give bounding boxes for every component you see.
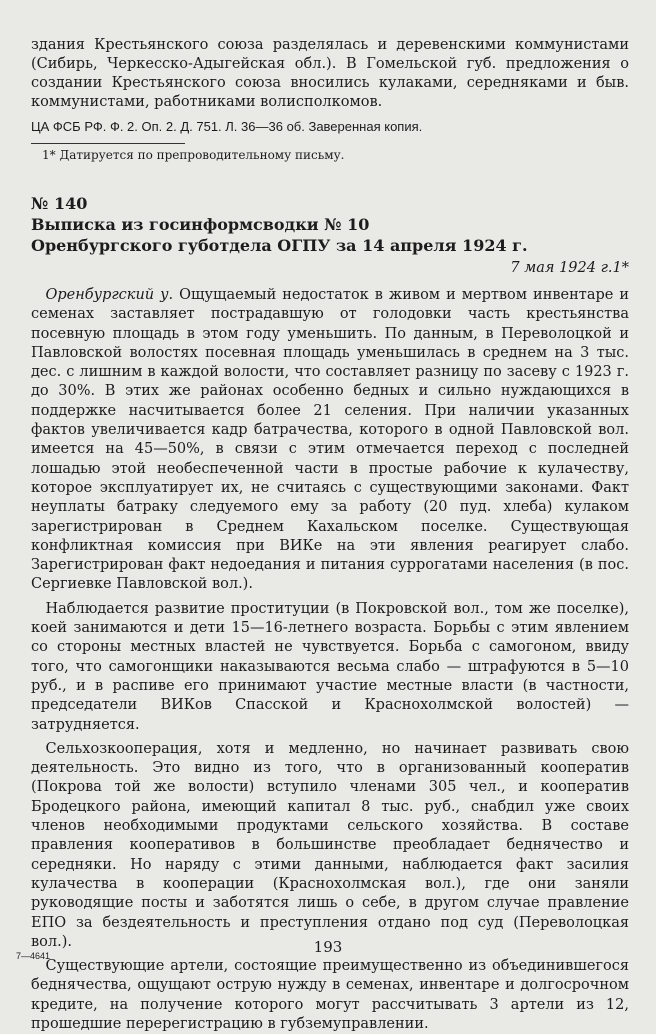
document-date-text: 7 мая 1924 г.1* <box>510 260 629 276</box>
source-text: ЦА ФСБ РФ. Ф. 2. Оп. 2. Д. 751. Л. 36—36 об. Заверенная копия. <box>31 119 423 134</box>
page-number: 193 <box>313 938 343 956</box>
intro-text: здания Крестьянского союза разделялась и деревенскими коммунистами (Сибирь, Черкесско-Адыгейская обл.). В Гомельской губ. предложения о создании Крестьянского союза вносились кулаками, середняками и быв. коммунистами, работниками волисполкомов. <box>31 37 629 110</box>
body-paragraph-2 <box>31 600 629 735</box>
document-title-line1: Выписка из госинформсводки № 10 <box>31 215 370 234</box>
document-number: № 140 <box>31 194 88 213</box>
body-paragraph-3-text: Сельхозкооперация, хотя и медленно, но начинает развивать свою деятельность. Это видно из того, что в организованный кооператив (Покрова той же волости) вступило членами 305 чел., и кооператив Бродецкого района, имеющий капитал 8 тыс. руб., снабдил уже своих членов необходимыми продуктами сельского хозяйства. В составе правления кооперативов в большинстве преобладает беднячество и середняки. Но наряду с этими данными, наблюдается факт засилия кулачества в кооперации (Краснохолмская вол.), где они заняли руководящие посты и заботятся лишь о себе, в другом случае правление ЕПО за бездеятельность и преступления отдано под суд (Переволоцкая вол.). <box>31 740 629 950</box>
body-paragraph-1-text: Ощущаемый недостаток в живом и мертвом инвентаре и семенах заставляет пострадавшую от голодовки часть крестьянства посевную площадь в этом году уменьшить. По данным, в Переволоцкой и Павловской волостях посевная площадь уменьшилась в среднем на 3 тыс. дес. с лишним в каждой волости, что составляет разницу по засеву с 1923 г. до 30%. В этих же районах особенно бедных и сильно нуждающихся в поддержке насчитывается более 21 селения. При наличии указанных фактов увеличивается кадр батрачества, которого в одной Павловской вол. имеется на 45—50%, в связи с этим отмечается переход с последней лошадью этой необеспеченной части в простые рабочие к кулачеству, которое эксплуатирует их, не считаясь с существующими законами. Факт неуплаты батраку следуемого ему за работу (20 пуд. хлеба) кулаком зарегистрирован в Среднем Кахальском поселке. Существующая конфликтная комиссия при ВИКе на эти явления реагирует слабо. Зарегистрирован факт недоедания и питания суррогатами населения (в пос. Сергиевке Павловской вол.). <box>31 287 629 593</box>
body-paragraph-1 <box>31 286 629 595</box>
footnote-text: 1* Датируется по препроводительному письму. <box>42 148 345 162</box>
document-body <box>31 286 629 1034</box>
footnote-divider <box>31 143 185 144</box>
document-title-line2: Оренбургского губотдела ОГПУ за 14 апреля 1924 г. <box>31 236 528 255</box>
body-paragraph-4-text: Существующие артели, состоящие преимущественно из объединившегося беднячества, ощущают острую нужду в семенах, инвентаре и долгосрочном кредите, на получение которого могут рассчитывать 3 артели из 12, прошедшие перерегистрацию в губземуправлении. <box>31 958 629 1032</box>
body-paragraph-3 <box>31 740 629 952</box>
print-code: 7—4641 <box>16 951 51 961</box>
document-heading <box>31 193 629 256</box>
body-paragraph-4 <box>31 957 629 1034</box>
body-paragraph-2-text: Наблюдается развитие проституции (в Покровской вол., том же поселке), коей занимаются и дети 15—16-летнего возраста. Борьбы с этим явлением со стороны местных властей не чувствуется. Борьба с самогоном, ввиду того, что самогонщики наказываются весьма слабо — штрафуются в 5—10 руб., и в распиве его принимают участие местные власти (в частности, председатели ВИКов Спасской и Краснохолмской волостей) — затрудняется. <box>31 600 629 733</box>
intro-paragraph <box>31 36 629 112</box>
archival-source <box>31 118 629 135</box>
document-date <box>31 259 629 278</box>
body-paragraph-1-lead: Оренбургский у. <box>45 287 174 303</box>
footnote <box>42 147 622 163</box>
